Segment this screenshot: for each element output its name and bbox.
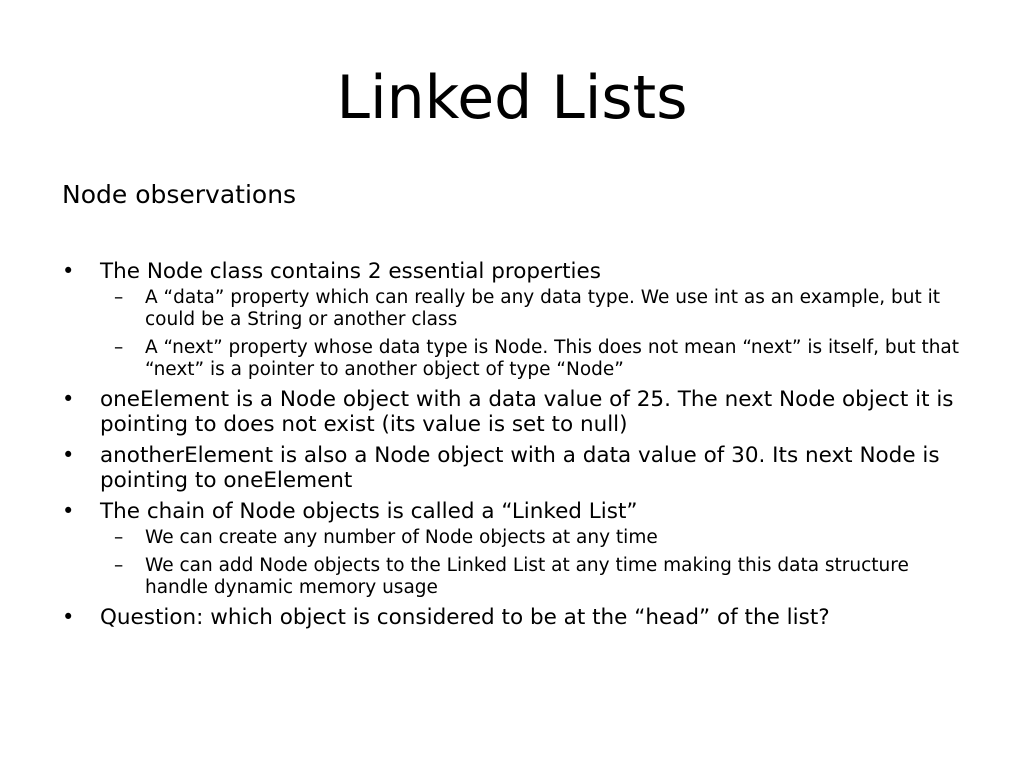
bullet-dot-icon: • <box>62 443 75 467</box>
bullet-item <box>62 387 962 437</box>
bullet-text: oneElement is a Node object with a data value of 25. The next Node object it is pointing to does not exist (its value is set to null) <box>100 387 954 437</box>
bullet-dot-icon: • <box>62 387 75 411</box>
bullet-dot-icon: • <box>62 499 75 523</box>
sub-bullet-list <box>100 527 962 599</box>
bullet-dot-icon: • <box>62 259 75 283</box>
bullet-list <box>62 259 962 636</box>
bullet-item <box>62 443 962 493</box>
sub-bullet-item <box>100 287 962 331</box>
slide-title: Linked Lists <box>336 63 688 133</box>
sub-bullet-item <box>100 555 962 599</box>
dash-icon: – <box>114 337 124 358</box>
bullet-text: Question: which object is considered to be at the “head” of the list? <box>100 605 830 630</box>
dash-icon: – <box>114 527 124 548</box>
bullet-text: anotherElement is also a Node object with a data value of 30. Its next Node is pointing to oneElement <box>100 443 940 493</box>
sub-bullet-text: A “data” property which can really be any data type. We use int as an example, but it could be a String or another class <box>145 287 941 330</box>
bullet-item <box>62 259 962 381</box>
bullet-dot-icon: • <box>62 605 75 629</box>
bullet-text: The chain of Node objects is called a “Linked List” <box>100 499 638 524</box>
sub-bullet-text: A “next” property whose data type is Node. This does not mean “next” is itself, but that “next” is a pointer to another object of type “Node” <box>145 337 960 380</box>
bullet-text: The Node class contains 2 essential properties <box>100 259 601 284</box>
dash-icon: – <box>114 287 124 308</box>
sub-bullet-text: We can add Node objects to the Linked List at any time making this data structure handle dynamic memory usage <box>145 555 909 598</box>
slide-subtitle: Node observations <box>62 180 297 209</box>
sub-bullet-list <box>100 287 962 381</box>
bullet-item <box>62 605 962 630</box>
sub-bullet-item <box>100 527 962 549</box>
sub-bullet-text: We can create any number of Node objects at any time <box>145 527 658 548</box>
dash-icon: – <box>114 555 124 576</box>
bullet-item <box>62 499 962 599</box>
sub-bullet-item <box>100 337 962 381</box>
